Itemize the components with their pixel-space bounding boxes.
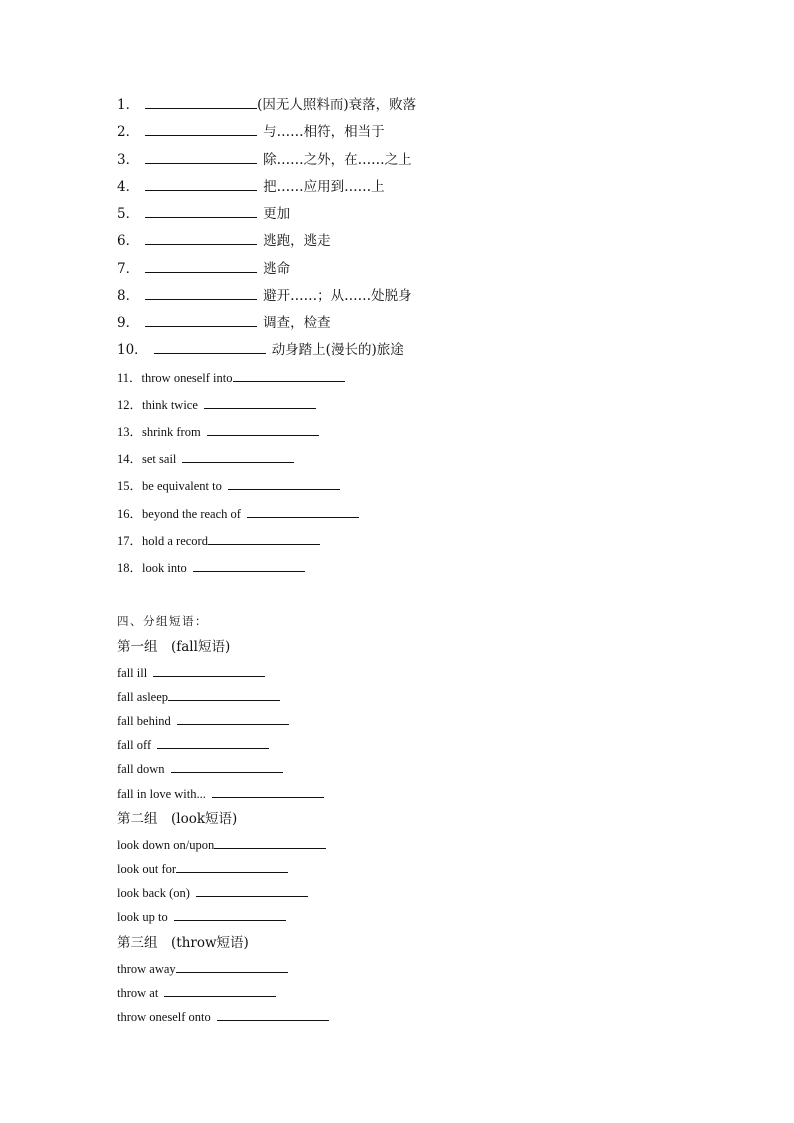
item-phrase: beyond the reach of [142,507,241,521]
item-phrase: throw oneself into [141,371,233,385]
item-number: 14． [117,452,143,466]
answer-blank[interactable] [145,287,257,300]
group-phrase: throw away [117,962,176,976]
item-phrase: look into [142,561,187,575]
exercise-item-3 [117,151,412,169]
section-title: 四、分组短语： [117,614,208,628]
answer-blank[interactable] [207,423,319,436]
item-number: 7． [117,261,140,277]
answer-blank[interactable] [204,396,316,409]
item-number: 16． [117,507,143,521]
exercise-item-1 [117,96,416,114]
answer-blank[interactable] [145,178,257,191]
item-phrase: shrink from [142,425,201,439]
exercise-item-14 [117,450,294,468]
group-phrase: throw oneself onto [117,1010,211,1024]
exercise-item-17 [117,532,320,550]
group-phrase: fall in love with... [117,787,206,801]
answer-blank[interactable] [168,688,280,701]
answer-blank[interactable] [176,860,288,873]
item-meaning: 更加 [263,206,291,222]
group-phrase: fall down [117,762,165,776]
item-number: 10． [117,342,148,358]
item-meaning: (因无人照料而)衰落，败落 [257,97,417,113]
answer-blank[interactable] [176,960,288,973]
group-title-throw: 第三组 (throw短语) [117,935,249,951]
exercise-item-10 [117,341,404,359]
answer-blank[interactable] [233,369,345,382]
group-phrase: look out for [117,862,177,876]
answer-blank[interactable] [182,450,294,463]
item-number: 15． [117,479,143,493]
exercise-item-4 [117,178,385,196]
exercise-item-16 [117,505,359,523]
group-item [117,960,288,978]
item-number: 18． [117,561,143,575]
answer-blank[interactable] [154,341,266,354]
group-phrase: throw at [117,986,159,1000]
item-phrase: hold a record [142,534,208,548]
group-item [117,984,276,1002]
group-item [117,712,289,730]
group-item [117,836,326,854]
item-meaning: 与……相符，相当于 [263,124,385,140]
exercise-item-15 [117,477,340,495]
group-phrase: fall behind [117,714,171,728]
group-item [117,785,324,803]
answer-blank[interactable] [217,1008,329,1021]
exercise-item-9 [117,314,331,332]
exercise-item-6 [117,232,331,250]
group-phrase: fall off [117,738,152,752]
exercise-item-12 [117,396,316,414]
item-number: 5． [117,206,140,222]
exercise-item-11 [117,369,345,387]
answer-blank[interactable] [145,232,257,245]
group-item [117,860,288,878]
exercise-item-18 [117,559,305,577]
item-meaning: 逃命 [263,261,291,277]
group-title-fall: 第一组 (fall短语) [117,639,231,655]
answer-blank[interactable] [157,736,269,749]
answer-blank[interactable] [145,205,257,218]
answer-blank[interactable] [177,712,289,725]
item-number: 1． [117,97,140,113]
group-item [117,1008,329,1026]
answer-blank[interactable] [145,260,257,273]
answer-blank[interactable] [196,884,308,897]
answer-blank[interactable] [174,908,286,921]
item-number: 9． [117,315,140,331]
item-number: 17． [117,534,143,548]
group-phrase: fall asleep [117,690,169,704]
answer-blank[interactable] [212,785,324,798]
item-number: 6． [117,233,140,249]
group-phrase: look back (on) [117,886,190,900]
group-phrase: fall ill [117,666,148,680]
answer-blank[interactable] [145,96,257,109]
group-phrase: look up to [117,910,168,924]
item-meaning: 除……之外，在……之上 [263,152,412,168]
answer-blank[interactable] [171,760,283,773]
item-number: 2． [117,124,140,140]
answer-blank[interactable] [208,532,320,545]
item-phrase: be equivalent to [142,479,222,493]
group-title-look: 第二组 (look短语) [117,811,238,827]
group-item [117,736,269,754]
exercise-item-2 [117,123,385,141]
exercise-item-5 [117,205,290,223]
item-meaning: 调查，检查 [263,315,331,331]
answer-blank[interactable] [145,123,257,136]
exercise-item-13 [117,423,319,441]
item-number: 12． [117,398,143,412]
exercise-item-7 [117,260,290,278]
item-meaning: 逃跑，逃走 [263,233,331,249]
answer-blank[interactable] [214,836,326,849]
item-number: 3． [117,152,140,168]
item-meaning: 避开……；从……处脱身 [263,288,412,304]
answer-blank[interactable] [228,477,340,490]
answer-blank[interactable] [193,559,305,572]
group-phrase: look down on/upon [117,838,215,852]
answer-blank[interactable] [153,664,265,677]
answer-blank[interactable] [164,984,276,997]
group-item [117,908,286,926]
exercise-item-8 [117,287,412,305]
group-item [117,884,308,902]
item-meaning: 动身踏上(漫长的)旅途 [271,342,404,358]
item-number: 4． [117,179,140,195]
group-item [117,760,283,778]
item-phrase: set sail [142,452,177,466]
answer-blank[interactable] [145,151,257,164]
item-phrase: think twice [142,398,198,412]
answer-blank[interactable] [247,505,359,518]
item-meaning: 把……应用到……上 [263,179,385,195]
item-number: 11． [117,371,142,385]
group-item [117,688,280,706]
answer-blank[interactable] [145,314,257,327]
item-number: 8． [117,288,140,304]
item-number: 13． [117,425,143,439]
group-item [117,664,265,682]
